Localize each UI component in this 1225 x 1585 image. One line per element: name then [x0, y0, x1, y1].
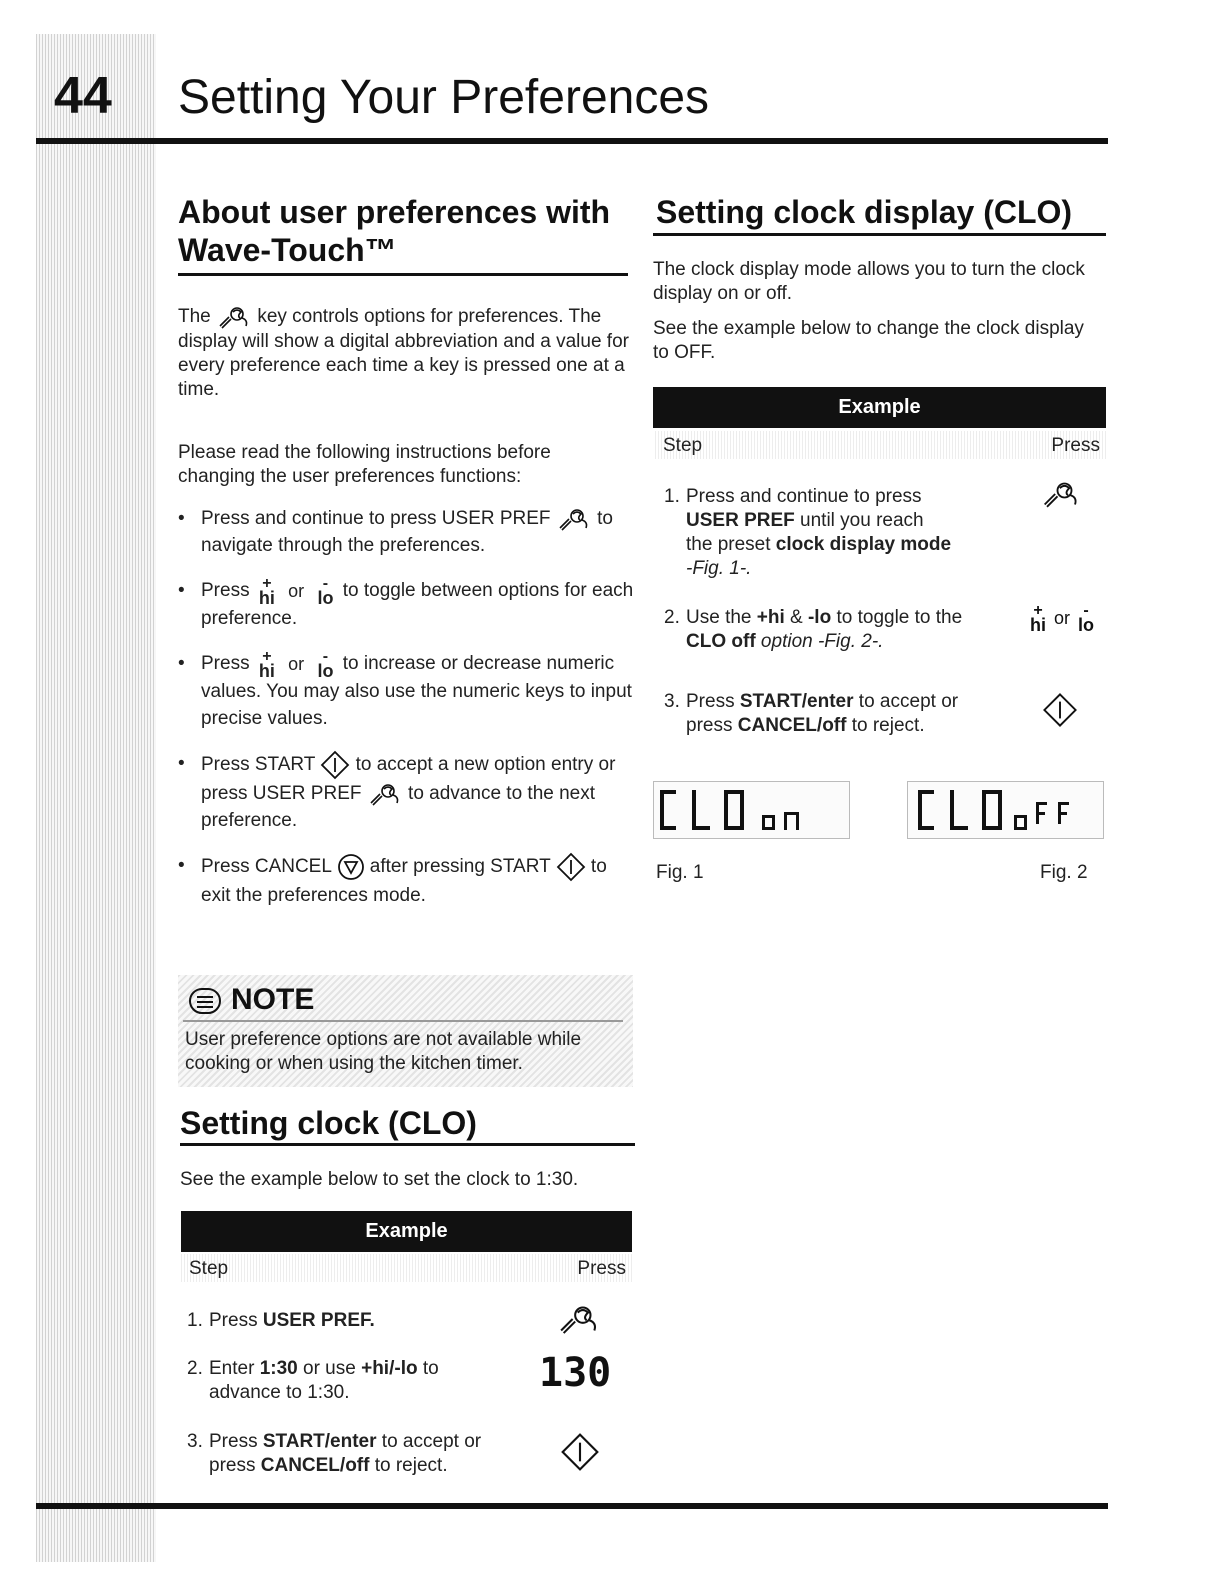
start-icon — [320, 750, 350, 780]
about-heading-line1: About user preferences with — [178, 194, 611, 230]
hi-label: hi — [258, 661, 275, 681]
step-post: to toggle to the — [831, 607, 963, 628]
step-mid: & — [784, 607, 808, 628]
step-pre: Press — [209, 1310, 263, 1331]
clock-display-step-1 — [664, 485, 954, 581]
b2-post: to toggle between options for each preference. — [201, 580, 634, 629]
hi-lo-keys-icon — [1026, 602, 1098, 635]
step-pre: Press and continue to press — [686, 486, 922, 507]
step-bold: START/enter — [262, 1431, 377, 1452]
step-mid: until you reach the preset — [686, 510, 924, 555]
clock-display-heading: Setting clock display (CLO) — [656, 194, 1073, 230]
press-label: Press — [1051, 435, 1100, 456]
step-mid: or use — [297, 1358, 362, 1379]
clock-step-2 — [187, 1357, 507, 1405]
b4-post: to advance to the next preference. — [201, 783, 596, 831]
clock-step-1 — [187, 1309, 507, 1333]
clock-heading: Setting clock (CLO) — [180, 1105, 477, 1141]
lcd-segments — [908, 782, 1105, 840]
b5-mid: after pressing START — [369, 856, 551, 878]
fig2-label: Fig. 2 — [1040, 862, 1088, 883]
intro-the: The — [178, 306, 211, 328]
b1-pre: Press and continue to press USER PREF — [201, 508, 551, 529]
step-label: Step — [663, 435, 703, 456]
instruction-list — [178, 505, 638, 927]
step-bold: clock display mode — [775, 534, 952, 555]
clock-step-3 — [187, 1430, 507, 1478]
clock-display-example-bar: Example — [653, 387, 1106, 428]
please-read: Please read the following instructions before changing the user preferences functions: — [178, 442, 551, 487]
user-pref-icon — [216, 304, 252, 330]
list-item — [178, 577, 638, 632]
step-text — [187, 1357, 507, 1405]
user-pref-icon — [556, 506, 592, 532]
page-title: Setting Your Preferences — [178, 71, 710, 124]
user-pref-icon — [556, 1302, 602, 1341]
lo-label: lo — [317, 661, 334, 681]
plus-sign: + — [262, 648, 272, 665]
about-heading-line2: Wave-Touch™ — [178, 232, 397, 268]
b3-pre: Press — [201, 653, 250, 675]
user-pref-icon — [367, 781, 403, 807]
clock-example-header — [181, 1254, 632, 1282]
or-label: or — [288, 653, 305, 674]
plus-sign: + — [1033, 602, 1043, 619]
cancel-icon — [337, 853, 365, 881]
hi-label: hi — [1030, 615, 1046, 635]
b5-pre: Press CANCEL — [201, 856, 332, 878]
step-label: Step — [189, 1258, 229, 1279]
step-bold: CANCEL/off — [260, 1455, 370, 1476]
step-text — [664, 485, 954, 581]
press-label: Press — [577, 1258, 626, 1279]
clock-example-bar: Example — [181, 1211, 632, 1252]
step-bold: USER PREF — [686, 510, 795, 531]
step-bold: -lo — [807, 607, 832, 628]
step-num: 1. — [664, 486, 680, 507]
b5-post: to exit the preferences mode. — [201, 856, 607, 906]
about-heading — [178, 193, 610, 269]
user-pref-icon — [1040, 478, 1082, 515]
step-bold: CANCEL/off — [737, 715, 847, 736]
step-text — [664, 606, 1004, 654]
step-bold: CLO off — [686, 631, 756, 652]
list-item — [178, 505, 638, 559]
step-bold: +hi/-lo — [361, 1358, 418, 1379]
clock-display-intro2: See the example below to change the clock display to OFF. — [653, 318, 1084, 363]
step-num: 3. — [664, 691, 680, 712]
lcd-display-clo-off — [907, 781, 1104, 839]
step-text — [187, 1430, 507, 1478]
step-pre: Use the — [686, 607, 757, 628]
lo-label: lo — [1078, 615, 1095, 635]
clock-display-step-3 — [664, 690, 1004, 738]
fig1-label: Fig. 1 — [656, 862, 704, 883]
step-num: 3. — [187, 1431, 203, 1452]
step-post: option -Fig. 2-. — [755, 631, 884, 652]
lo-label: lo — [317, 588, 334, 608]
step-text — [664, 690, 1004, 738]
about-intro — [178, 304, 633, 402]
start-icon — [560, 1432, 600, 1477]
start-icon — [1042, 692, 1078, 733]
b2-pre: Press — [201, 580, 250, 602]
page-number: 44 — [54, 67, 112, 125]
hi-key-icon — [258, 648, 275, 681]
clock-display-intro1: The clock display mode allows you to turn the clock display on or off. — [653, 259, 1085, 304]
note-icon — [187, 986, 223, 1016]
step-mid: to accept or press — [209, 1431, 482, 1476]
step-pre: Press — [686, 691, 740, 712]
clock-display-example-header — [655, 431, 1106, 459]
list-item — [178, 852, 638, 909]
or-label: or — [288, 580, 305, 601]
header-rule — [36, 138, 1108, 144]
step-post: to reject. — [369, 1455, 448, 1476]
step-post: -Fig. 1-. — [686, 558, 752, 579]
step-pre: Enter — [209, 1358, 260, 1379]
about-heading-rule — [178, 273, 628, 276]
minus-sign: - — [322, 575, 329, 592]
note-text: User preference options are not available while cooking or when using the kitchen timer. — [185, 1029, 582, 1074]
b4-mid: to accept a new option entry or press USER PREF — [201, 754, 616, 804]
step-bold: START/enter — [739, 691, 854, 712]
b3-post: to increase or decrease numeric values. You may also use the numeric keys to input precise values. — [201, 653, 632, 729]
note-title: NOTE — [231, 983, 315, 1016]
b1-post: to navigate through the preferences. — [201, 508, 613, 556]
step-pre: Press — [209, 1431, 263, 1452]
step-post: to advance to 1:30. — [209, 1358, 439, 1403]
hi-key-icon — [1030, 602, 1046, 635]
list-item — [178, 750, 638, 834]
minus-sign: - — [322, 648, 329, 665]
lcd-segments — [654, 782, 851, 840]
minus-sign: - — [1083, 602, 1089, 619]
step-text — [187, 1309, 507, 1333]
note-rule — [183, 1020, 623, 1022]
b4-pre: Press START — [201, 754, 316, 776]
step-num: 2. — [187, 1358, 203, 1379]
step-bold: USER PREF. — [262, 1310, 375, 1331]
hi-key-icon — [258, 575, 275, 608]
clock-display-value: 130 — [539, 1350, 612, 1396]
clock-intro: See the example below to set the clock to 1:30. — [180, 1169, 579, 1190]
step-bold: 1:30 — [259, 1358, 298, 1379]
side-strip — [36, 34, 156, 1562]
or-label: or — [1054, 607, 1071, 628]
lo-key-icon — [317, 648, 334, 681]
hi-label: hi — [258, 588, 275, 608]
step-num: 2. — [664, 607, 680, 628]
clock-heading-rule — [180, 1143, 635, 1146]
clock-display-heading-rule — [653, 233, 1106, 236]
step-mid: to accept or press — [686, 691, 959, 736]
lo-key-icon — [1078, 602, 1095, 635]
step-num: 1. — [187, 1310, 203, 1331]
footer-rule — [36, 1503, 1108, 1509]
lo-key-icon — [317, 575, 334, 608]
list-item — [178, 650, 638, 732]
step-post: to reject. — [846, 715, 925, 736]
clock-display-step-2 — [664, 606, 1004, 654]
intro-rest: key controls options for preferences. The display will show a digital abbreviation and a value for every preference each time a key is pressed one at a time. — [178, 306, 629, 400]
step-bold: +hi — [756, 607, 785, 628]
start-icon — [556, 852, 586, 882]
plus-sign: + — [262, 575, 272, 592]
lcd-display-clo-on — [653, 781, 850, 839]
